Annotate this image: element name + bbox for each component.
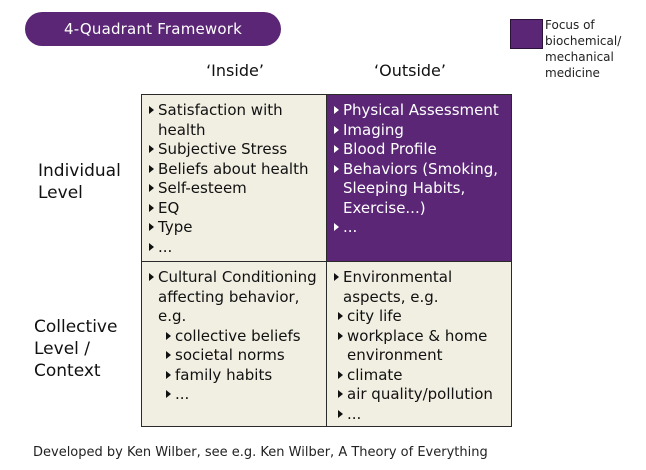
- item-text: ...: [158, 237, 173, 256]
- item-text: Type: [158, 218, 193, 236]
- arrow-bullet-icon: [338, 371, 343, 379]
- arrow-bullet-icon: [166, 390, 171, 398]
- list-item: [148, 160, 326, 180]
- arrow-bullet-icon: [149, 273, 154, 281]
- list-subitem: [165, 385, 326, 405]
- arrow-bullet-icon: [149, 165, 154, 173]
- list-item: [148, 140, 326, 160]
- list-subitem: [337, 405, 511, 425]
- arrow-bullet-icon: [338, 312, 343, 320]
- list-item: [148, 268, 326, 327]
- arrow-bullet-icon: [334, 126, 339, 134]
- footer-credit: Developed by Ken Wilber, see e.g. Ken Wilber, A Theory of Everything: [33, 445, 488, 460]
- item-text: climate: [347, 365, 403, 384]
- list-item: [148, 218, 326, 238]
- list-subitem: [165, 327, 326, 347]
- list-subitem: [337, 327, 511, 366]
- item-text: collective beliefs: [175, 326, 301, 345]
- list-item: [148, 199, 326, 219]
- arrow-bullet-icon: [166, 351, 171, 359]
- arrow-bullet-icon: [338, 390, 343, 398]
- arrow-bullet-icon: [149, 106, 154, 114]
- diagram-title: 4-Quadrant Framework: [25, 12, 281, 46]
- arrow-bullet-icon: [166, 371, 171, 379]
- column-header-inside: ‘Inside’: [206, 61, 264, 80]
- list-item: [148, 101, 326, 140]
- row-header-collective: Collective Level / Context: [34, 317, 118, 381]
- item-text: EQ: [158, 198, 180, 217]
- arrow-bullet-icon: [334, 145, 339, 153]
- arrow-bullet-icon: [149, 223, 154, 231]
- list-subitem: [337, 385, 511, 405]
- quadrant-individual-inside: [141, 94, 327, 262]
- item-text: ...: [347, 404, 362, 423]
- item-text: Imaging: [343, 120, 404, 139]
- item-text: Behaviors (Smoking, Sleeping Habits, Exercise...): [343, 159, 499, 217]
- column-header-outside: ‘Outside’: [374, 61, 446, 80]
- list-item: [333, 140, 511, 160]
- item-text: ...: [175, 385, 190, 403]
- quadrant-individual-outside: [326, 94, 512, 262]
- list-item: [333, 160, 511, 219]
- item-text: Beliefs about health: [158, 159, 309, 178]
- quadrant-collective-inside: [141, 261, 327, 427]
- item-text: Subjective Stress: [158, 140, 288, 158]
- legend-text: Focus of biochemical/ mechanical medicine: [545, 18, 622, 80]
- item-text: Satisfaction with health: [158, 101, 283, 139]
- quadrant-collective-outside: [326, 261, 512, 427]
- item-text: city life: [347, 307, 402, 325]
- arrow-bullet-icon: [334, 273, 339, 281]
- list-item: [333, 101, 511, 121]
- item-text: workplace & home environment: [347, 326, 488, 364]
- item-text: Blood Profile: [343, 140, 437, 158]
- arrow-bullet-icon: [338, 410, 343, 418]
- row-header-individual: Individual Level: [38, 161, 121, 203]
- list-subitem: [165, 346, 326, 366]
- list-item: [333, 121, 511, 141]
- arrow-bullet-icon: [338, 332, 343, 340]
- arrow-bullet-icon: [149, 145, 154, 153]
- list-item: [148, 238, 326, 258]
- arrow-bullet-icon: [149, 204, 154, 212]
- item-text: societal norms: [175, 346, 285, 364]
- item-text: air quality/pollution: [347, 385, 493, 403]
- list-subitem: [337, 307, 511, 327]
- item-text: family habits: [175, 365, 273, 384]
- arrow-bullet-icon: [334, 165, 339, 173]
- item-text: Environmental aspects, e.g.: [343, 268, 453, 306]
- item-text: Physical Assessment: [343, 101, 499, 119]
- legend-swatch: [510, 19, 543, 49]
- item-text: ...: [343, 218, 358, 236]
- arrow-bullet-icon: [149, 243, 154, 251]
- arrow-bullet-icon: [166, 332, 171, 340]
- list-subitem: [165, 366, 326, 386]
- arrow-bullet-icon: [334, 223, 339, 231]
- arrow-bullet-icon: [149, 184, 154, 192]
- list-item: [333, 268, 511, 307]
- list-item: [333, 218, 511, 238]
- list-item: [148, 179, 326, 199]
- item-text: Cultural Conditioning affecting behavior, e.g.: [158, 268, 317, 325]
- list-subitem: [337, 366, 511, 386]
- item-text: Self-esteem: [158, 179, 247, 197]
- arrow-bullet-icon: [334, 106, 339, 114]
